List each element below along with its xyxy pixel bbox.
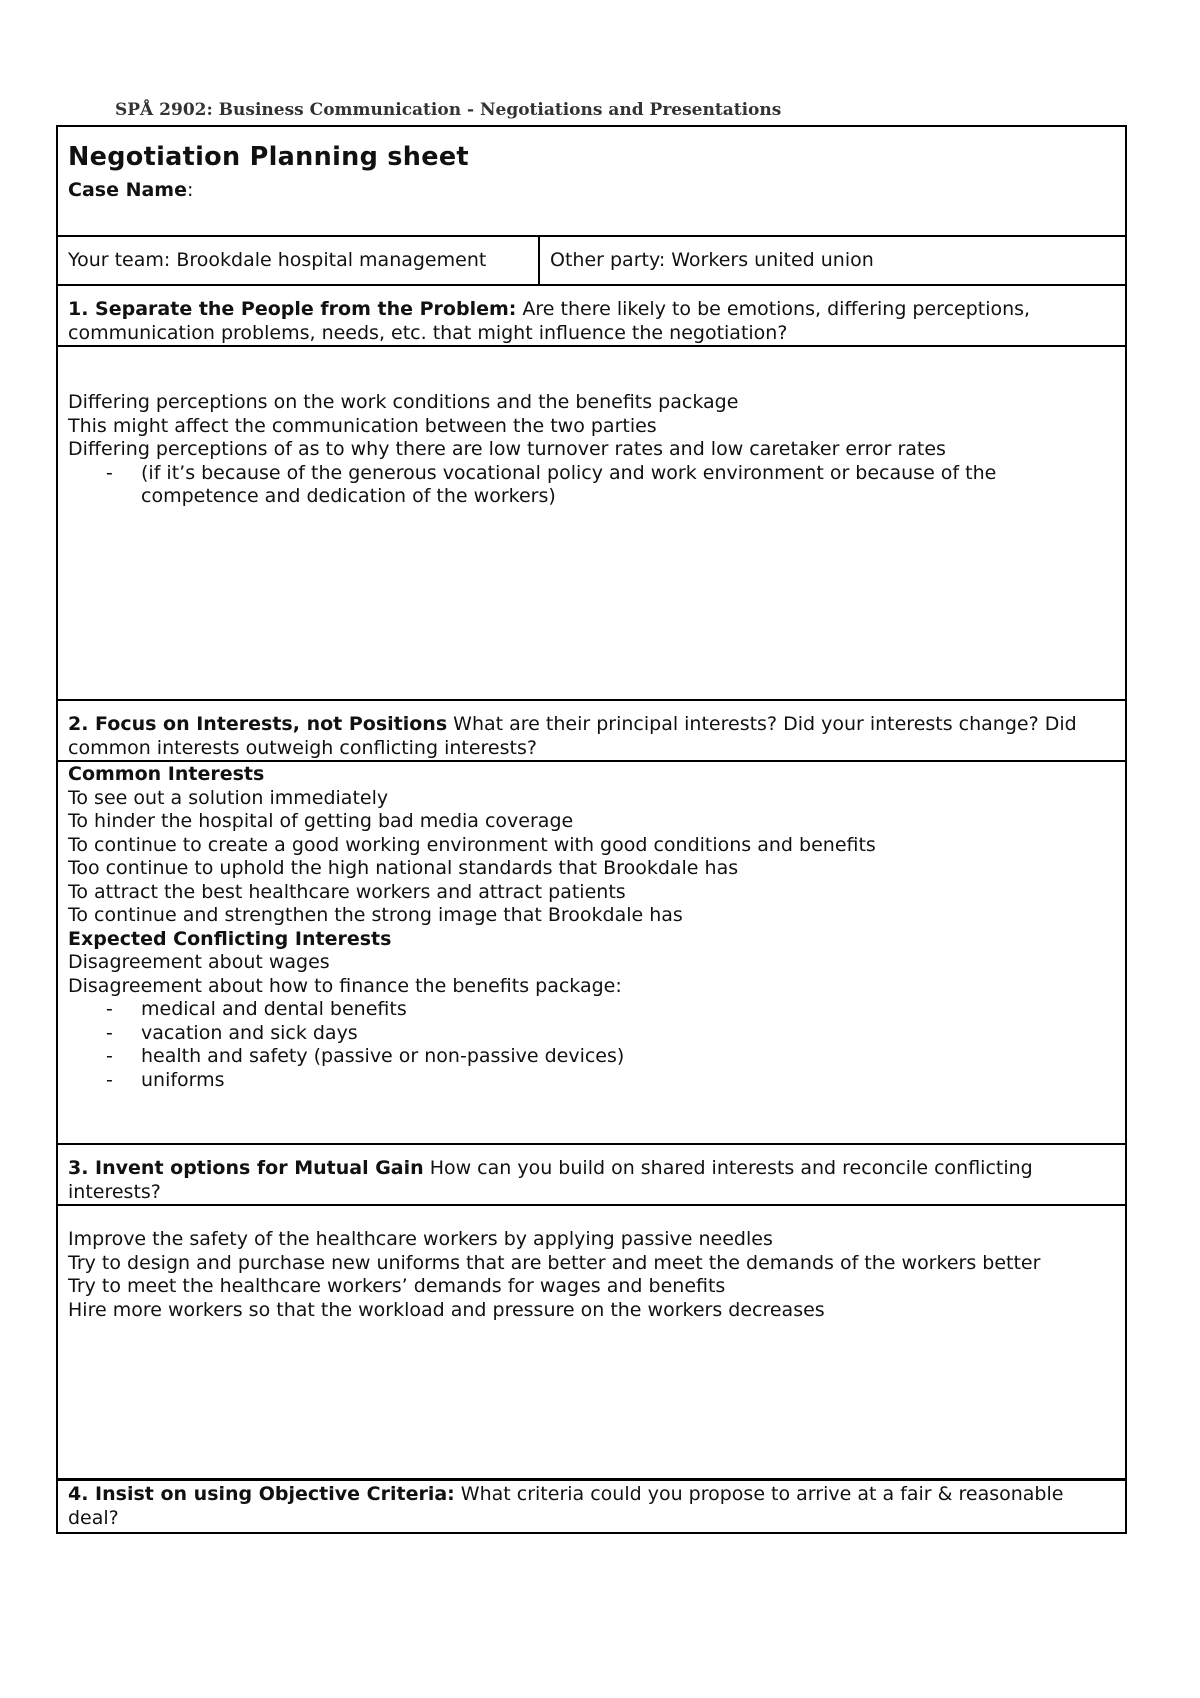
answer-1-bullets: [68, 462, 1115, 509]
title-cell: [57, 126, 1126, 236]
common-interest-item: To hinder the hospital of getting bad media coverage: [68, 810, 574, 832]
question-4-text: What criteria could you propose to arrive at a fair & reasonable deal?: [68, 1483, 1064, 1529]
planning-sheet-table: [56, 125, 1127, 1534]
question-1-text: Are there likely to be emotions, differing perceptions, communication problems, needs, etc. that might influence the negotiation?: [68, 298, 1031, 344]
conflicting-interest-item: Disagreement about wages: [68, 951, 330, 973]
question-2: [57, 700, 1126, 761]
answer-1-line: Differing perceptions of as to why there are low turnover rates and low caretaker error rates: [68, 438, 946, 460]
other-party-cell: Other party: Workers united union: [539, 236, 1126, 285]
answer-3-line: Improve the safety of the healthcare workers by applying passive needles: [68, 1228, 773, 1250]
answer-3-line: Try to design and purchase new uniforms that are better and meet the demands of the workers better: [68, 1251, 1041, 1274]
question-1-heading: 1. Separate the People from the Problem:: [68, 298, 517, 320]
question-4-heading: 4. Insist on using Objective Criteria:: [68, 1483, 455, 1505]
document-title: Negotiation Planning sheet: [68, 142, 469, 172]
question-2-text: What are their principal interests? Did your interests change? Did common interests outweigh conflicting interests?: [68, 713, 1077, 759]
question-1: [57, 285, 1126, 346]
answer-1-line: Differing perceptions on the work conditions and the benefits package: [68, 391, 739, 413]
case-name-label: Case Name: [68, 179, 187, 201]
common-interest-item: Too continue to uphold the high national standards that Brookdale has: [68, 857, 739, 879]
answer-3: [57, 1205, 1126, 1480]
answer-1-bullet: - (if it’s because of the generous vocational policy and work environment or because of the competence and dedication of the workers): [68, 462, 1115, 509]
answer-3-line: Try to meet the healthcare workers’ demands for wages and benefits: [68, 1275, 726, 1297]
answer-1-line: This might affect the communication between the two parties: [68, 414, 657, 437]
benefit-bullet: - medical and dental benefits: [68, 998, 1115, 1022]
common-interest-item: To continue and strengthen the strong image that Brookdale has: [68, 904, 683, 926]
answer-2: [57, 761, 1126, 1144]
your-team-cell: Your team: Brookdale hospital management: [57, 236, 539, 285]
question-4: [57, 1480, 1126, 1534]
common-interests-heading: Common Interests: [68, 763, 265, 785]
benefit-bullet: - health and safety (passive or non-passive devices): [68, 1045, 1115, 1069]
question-3-text: How can you build on shared interests and reconcile conflicting interests?: [68, 1157, 1033, 1203]
common-interest-item: To continue to create a good working environment with good conditions and benefits: [68, 833, 876, 856]
page-header: SPÅ 2902: Business Communication - Negotiations and Presentations: [115, 100, 782, 120]
answer-3-line: Hire more workers so that the workload and pressure on the workers decreases: [68, 1298, 825, 1321]
question-3: [57, 1144, 1126, 1205]
case-name-colon: :: [186, 179, 194, 201]
conflicting-interests-heading: Expected Conflicting Interests: [68, 927, 392, 950]
question-3-heading: 3. Invent options for Mutual Gain: [68, 1157, 424, 1179]
question-2-heading: 2. Focus on Interests, not Positions: [68, 713, 448, 735]
conflicting-interest-item: Disagreement about how to finance the benefits package:: [68, 974, 622, 997]
case-name-field: [68, 179, 1115, 203]
common-interest-item: To see out a solution immediately: [68, 786, 389, 809]
benefits-bullets: [68, 998, 1115, 1092]
benefit-bullet: - vacation and sick days: [68, 1022, 1115, 1046]
common-interest-item: To attract the best healthcare workers and attract patients: [68, 880, 626, 903]
benefit-bullet: - uniforms: [68, 1069, 1115, 1093]
answer-1: [57, 346, 1126, 700]
